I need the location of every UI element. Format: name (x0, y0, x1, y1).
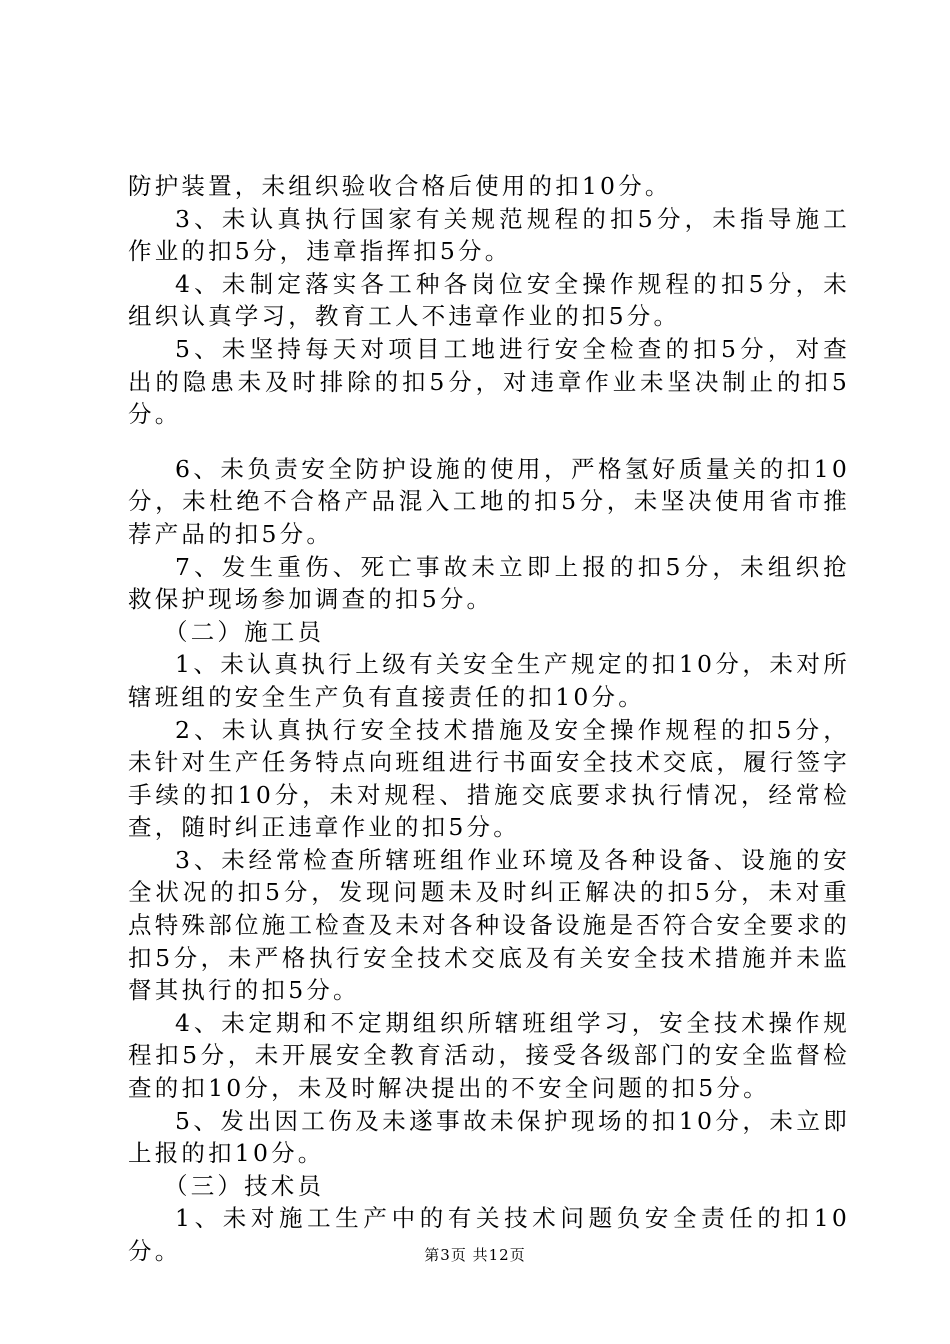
paragraph-worker-1: 1、未认真执行上级有关安全生产规定的扣10分，未对所辖班组的安全生产负有直接责任的扣10分。 (128, 650, 850, 711)
paragraph-worker-2: 2、未认真执行安全技术措施及安全操作规程的扣5分，未针对生产任务特点向班组进行书面安全技术交底，履行签字手续的扣10分，未对规程、措施交底要求执行情况，经常检查，随时纠正违章作业的扣5分。 (128, 715, 850, 842)
paragraph-item-5: 5、未坚持每天对项目工地进行安全检查的扣5分，对查出的隐患未及时排除的扣5分，对违章作业未坚决制止的扣5分。 (128, 334, 850, 429)
section-heading-technician: （三）技术员 (164, 1171, 325, 1200)
paragraph-worker-3: 3、未经常检查所辖班组作业环境及各种设备、设施的安全状况的扣5分，发现问题未及时纠正解决的扣5分，未对重点特殊部位施工检查及未对各种设备设施是否符合安全要求的扣5分，未严格执行安全技术交底及有关安全技术措施并未监督其执行的扣5分。 (128, 845, 850, 1005)
paragraph-technician-1: 1、未对施工生产中的有关技术问题负安全责任的扣10分。 (128, 1204, 850, 1265)
document-body (128, 170, 850, 1268)
paragraph-worker-5: 5、发出因工伤及未遂事故未保护现场的扣10分，未立即上报的扣10分。 (128, 1106, 850, 1168)
paragraph-continuation: 防护装置，未组织验收合格后使用的扣10分。 (128, 172, 672, 200)
paragraph-item-7: 7、发生重伤、死亡事故未立即上报的扣5分，未组织抢救保护现场参加调查的扣5分。 (128, 552, 850, 614)
section-heading-construction-worker: （二）施工员 (164, 617, 325, 646)
paragraph-item-3: 3、未认真执行国家有关规范规程的扣5分，未指导施工作业的扣5分，违章指挥扣5分。 (128, 204, 850, 266)
page-footer: 第3页 共12页 (424, 1246, 526, 1264)
paragraph-worker-4: 4、未定期和不定期组织所辖班组学习，安全技术操作规程扣5分，未开展安全教育活动，接受各级部门的安全监督检查的扣10分，未及时解决提出的不安全问题的扣5分。 (128, 1008, 850, 1103)
paragraph-item-6: 6、未负责安全防护设施的使用，严格氢好质量关的扣10分，未杜绝不合格产品混入工地的扣5分，未坚决使用省市推荐产品的扣5分。 (128, 454, 850, 548)
paragraph-item-4: 4、未制定落实各工种各岗位安全操作规程的扣5分，未组织认真学习，教育工人不违章作业的扣5分。 (128, 269, 850, 331)
